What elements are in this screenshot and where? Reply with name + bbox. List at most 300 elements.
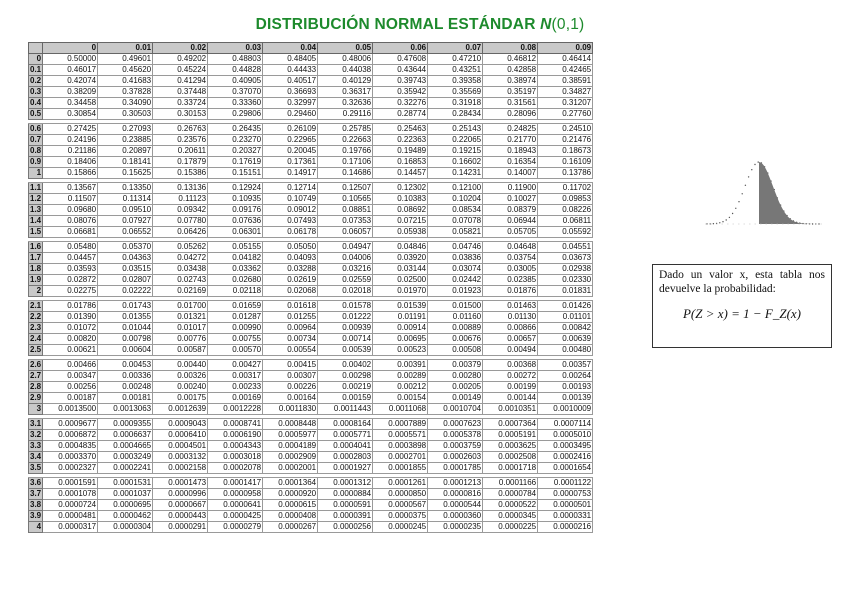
table-cell: 0.0001364 (263, 478, 318, 489)
table-row (29, 360, 593, 371)
table-cell: 0.07078 (428, 216, 483, 227)
table-cell: 0.36693 (263, 87, 318, 98)
table-cell: 0.04006 (318, 253, 373, 264)
table-cell: 0.28774 (373, 109, 428, 120)
table-cell: 0.32276 (373, 98, 428, 109)
title-arg: (0,1) (551, 16, 585, 33)
table-cell: 0.01072 (43, 323, 98, 334)
table-cell: 0.0007114 (538, 419, 593, 430)
table-row (29, 511, 593, 522)
table-cell: 0.15625 (98, 168, 153, 179)
row-header: 0.2 (30, 76, 42, 85)
table-cell: 0.05050 (263, 242, 318, 253)
table-cell: 0.05705 (483, 227, 538, 238)
row-header: 2.9 (30, 393, 42, 402)
table-cell: 0.00357 (538, 360, 593, 371)
table-cell: 0.17879 (153, 157, 208, 168)
table-cell: 0.0004665 (98, 441, 153, 452)
table-cell: 0.08692 (373, 205, 428, 216)
table-cell: 0.03288 (263, 264, 318, 275)
table-cell: 0.00336 (98, 371, 153, 382)
table-cell: 0.18406 (43, 157, 98, 168)
table-cell: 0.34090 (98, 98, 153, 109)
table-cell: 0.0002603 (428, 452, 483, 463)
shaded-tail-area (759, 162, 821, 224)
table-cell: 0.0002001 (263, 463, 318, 474)
table-cell: 0.20611 (153, 146, 208, 157)
table-cell: 0.00272 (483, 371, 538, 382)
table-cell: 0.0001718 (483, 463, 538, 474)
table-row (29, 168, 593, 179)
table-cell: 0.06301 (208, 227, 263, 238)
curve-dot (738, 201, 739, 202)
table-cell: 0.00193 (538, 382, 593, 393)
table-cell: 0.0010704 (428, 404, 483, 415)
table-cell: 0.08379 (483, 205, 538, 216)
table-cell: 0.0003759 (428, 441, 483, 452)
table-row (29, 264, 593, 275)
row-header: 3 (29, 404, 43, 415)
table-cell: 0.13786 (538, 168, 593, 179)
table-cell: 0.0001037 (98, 489, 153, 500)
table-cell: 0.00639 (538, 334, 593, 345)
table-cell: 0.0004835 (43, 441, 98, 452)
table-cell: 0.0005010 (538, 430, 593, 441)
table-cell: 0.46414 (538, 54, 593, 65)
table-cell: 0.42465 (538, 65, 593, 76)
table-cell: 0.00480 (538, 345, 593, 356)
table-cell: 0.30503 (98, 109, 153, 120)
table-cell: 0.0000501 (538, 500, 593, 511)
table-cell: 0.14007 (483, 168, 538, 179)
table-cell: 0.03754 (483, 253, 538, 264)
table-cell: 0.12924 (208, 183, 263, 194)
curve-dot (751, 169, 752, 170)
table-cell: 0.00280 (428, 371, 483, 382)
row-header: 3.4 (30, 452, 42, 461)
table-row (29, 76, 593, 87)
table-cell: 0.36317 (318, 87, 373, 98)
table-cell: 0.00587 (153, 345, 208, 356)
table-cell: 0.0003495 (538, 441, 593, 452)
table-row (29, 430, 593, 441)
table-cell: 0.47608 (373, 54, 428, 65)
column-header: 0.01 (98, 43, 153, 54)
table-cell: 0.0000267 (263, 522, 318, 533)
table-cell: 0.0001855 (373, 463, 428, 474)
table-cell: 0.34458 (43, 98, 98, 109)
table-cell: 0.01743 (98, 301, 153, 312)
table-cell: 0.06944 (483, 216, 538, 227)
table-cell: 0.38209 (43, 87, 98, 98)
table-cell: 0.0001417 (208, 478, 263, 489)
row-header: 2.1 (30, 301, 42, 310)
table-cell: 0.09176 (208, 205, 263, 216)
z-table-body (29, 54, 593, 533)
table-cell: 0.0000425 (208, 511, 263, 522)
table-cell: 0.00219 (318, 382, 373, 393)
title-text: DISTRIBUCIÓN NORMAL ESTÁNDAR (255, 16, 541, 33)
table-cell: 0.29116 (318, 109, 373, 120)
table-cell: 0.00205 (428, 382, 483, 393)
table-cell: 0.0000256 (318, 522, 373, 533)
table-row (29, 301, 593, 312)
table-cell: 0.01321 (153, 312, 208, 323)
table-cell: 0.12100 (428, 183, 483, 194)
table-cell: 0.00427 (208, 360, 263, 371)
table-row (29, 205, 593, 216)
table-cell: 0.0002909 (263, 452, 318, 463)
table-cell: 0.48803 (208, 54, 263, 65)
table-cell: 0.00240 (153, 382, 208, 393)
table-cell: 0.29460 (263, 109, 318, 120)
table-cell: 0.00379 (428, 360, 483, 371)
table-cell: 0.0001785 (428, 463, 483, 474)
table-cell: 0.00415 (263, 360, 318, 371)
table-cell: 0.00298 (318, 371, 373, 382)
table-cell: 0.00734 (263, 334, 318, 345)
table-row (29, 441, 593, 452)
table-cell: 0.03362 (208, 264, 263, 275)
table-cell: 0.22663 (318, 135, 373, 146)
table-cell: 0.07780 (153, 216, 208, 227)
table-row (29, 227, 593, 238)
table-cell: 0.0000784 (483, 489, 538, 500)
table-cell: 0.0006410 (153, 430, 208, 441)
table-cell: 0.0001261 (373, 478, 428, 489)
table-cell: 0.0000641 (208, 500, 263, 511)
table-cell: 0.0000360 (428, 511, 483, 522)
table-cell: 0.0002701 (373, 452, 428, 463)
table-cell: 0.00233 (208, 382, 263, 393)
table-row (29, 393, 593, 404)
table-cell: 0.0013500 (43, 404, 98, 415)
table-cell: 0.23270 (208, 135, 263, 146)
table-cell: 0.01786 (43, 301, 98, 312)
table-cell: 0.26763 (153, 124, 208, 135)
table-cell: 0.00714 (318, 334, 373, 345)
table-cell: 0.01970 (373, 286, 428, 297)
table-cell: 0.01700 (153, 301, 208, 312)
table-cell: 0.10565 (318, 194, 373, 205)
row-header: 1.8 (30, 264, 42, 273)
table-cell: 0.00248 (98, 382, 153, 393)
row-header: 0.3 (30, 87, 42, 96)
table-cell: 0.0000958 (208, 489, 263, 500)
table-cell: 0.00144 (483, 393, 538, 404)
table-cell: 0.0002508 (483, 452, 538, 463)
table-cell: 0.02500 (373, 275, 428, 286)
table-cell: 0.0007623 (428, 419, 483, 430)
table-row (29, 146, 593, 157)
row-header: 3.2 (30, 430, 42, 439)
table-cell: 0.00939 (318, 323, 373, 334)
table-cell: 0.13350 (98, 183, 153, 194)
row-header: 3.6 (30, 478, 42, 487)
table-cell: 0.04648 (483, 242, 538, 253)
table-cell: 0.00164 (263, 393, 318, 404)
row-header: 1.9 (30, 275, 42, 284)
table-cell: 0.23885 (98, 135, 153, 146)
table-row (29, 286, 593, 297)
table-cell: 0.0006637 (98, 430, 153, 441)
curve-dot (758, 161, 759, 162)
table-cell: 0.0000462 (98, 511, 153, 522)
table-cell: 0.08226 (538, 205, 593, 216)
table-cell: 0.12507 (318, 183, 373, 194)
table-cell: 0.22965 (263, 135, 318, 146)
row-header: 2.6 (30, 360, 42, 369)
table-cell: 0.01659 (208, 301, 263, 312)
table-cell: 0.00391 (373, 360, 428, 371)
table-cell: 0.09680 (43, 205, 98, 216)
table-cell: 0.31918 (428, 98, 483, 109)
table-cell: 0.31561 (483, 98, 538, 109)
table-cell: 0.0000317 (43, 522, 98, 533)
table-cell: 0.47210 (428, 54, 483, 65)
table-cell: 0.18141 (98, 157, 153, 168)
table-cell: 0.0005378 (428, 430, 483, 441)
table-cell: 0.02559 (318, 275, 373, 286)
table-cell: 0.0004041 (318, 441, 373, 452)
table-cell: 0.44038 (318, 65, 373, 76)
table-row (29, 500, 593, 511)
table-cell: 0.00842 (538, 323, 593, 334)
table-cell: 0.0012639 (153, 404, 208, 415)
table-cell: 0.0000567 (373, 500, 428, 511)
table-cell: 0.0000235 (428, 522, 483, 533)
table-cell: 0.17361 (263, 157, 318, 168)
table-cell: 0.0001122 (538, 478, 593, 489)
table-cell: 0.11314 (98, 194, 153, 205)
table-cell: 0.44433 (263, 65, 318, 76)
table-cell: 0.0002241 (98, 463, 153, 474)
table-cell: 0.03216 (318, 264, 373, 275)
table-cell: 0.37448 (153, 87, 208, 98)
row-header: 1.4 (30, 216, 42, 225)
table-cell: 0.19766 (318, 146, 373, 157)
table-cell: 0.08076 (43, 216, 98, 227)
table-cell: 0.00964 (263, 323, 318, 334)
table-cell: 0.02938 (538, 264, 593, 275)
table-cell: 0.06057 (318, 227, 373, 238)
table-cell: 0.0009355 (98, 419, 153, 430)
table-cell: 0.06426 (153, 227, 208, 238)
table-cell: 0.0003370 (43, 452, 98, 463)
table-cell: 0.0000753 (538, 489, 593, 500)
table-cell: 0.05480 (43, 242, 98, 253)
table-cell: 0.05592 (538, 227, 593, 238)
table-cell: 0.00508 (428, 345, 483, 356)
table-cell: 0.0000304 (98, 522, 153, 533)
table-cell: 0.03144 (373, 264, 428, 275)
table-cell: 0.37070 (208, 87, 263, 98)
table-cell: 0.00347 (43, 371, 98, 382)
table-row (29, 312, 593, 323)
table-cell: 0.04551 (538, 242, 593, 253)
table-cell: 0.14231 (428, 168, 483, 179)
table-cell: 0.10383 (373, 194, 428, 205)
table-cell: 0.16354 (483, 157, 538, 168)
table-cell: 0.0009677 (43, 419, 98, 430)
column-header: 0.05 (318, 43, 373, 54)
table-cell: 0.01044 (98, 323, 153, 334)
table-corner (29, 43, 43, 54)
table-cell: 0.42074 (43, 76, 98, 87)
table-cell: 0.00676 (428, 334, 483, 345)
table-cell: 0.0010351 (483, 404, 538, 415)
table-cell: 0.0000996 (153, 489, 208, 500)
z-table (28, 42, 593, 533)
table-cell: 0.19215 (428, 146, 483, 157)
table-cell: 0.01017 (153, 323, 208, 334)
table-cell: 0.01500 (428, 301, 483, 312)
table-cell: 0.25143 (428, 124, 483, 135)
table-cell: 0.0005771 (318, 430, 373, 441)
table-cell: 0.0001213 (428, 478, 483, 489)
table-cell: 0.48006 (318, 54, 373, 65)
row-header: 1.5 (30, 227, 42, 236)
info-formula: P(Z > x) = 1 − F_Z(x) (682, 306, 801, 321)
table-cell: 0.01876 (483, 286, 538, 297)
table-cell: 0.0000481 (43, 511, 98, 522)
table-cell: 0.11507 (43, 194, 98, 205)
table-cell: 0.20045 (263, 146, 318, 157)
table-cell: 0.43644 (373, 65, 428, 76)
curve-dot (706, 223, 707, 224)
table-cell: 0.09342 (153, 205, 208, 216)
table-cell: 0.03005 (483, 264, 538, 275)
table-cell: 0.0000391 (318, 511, 373, 522)
table-cell: 0.00570 (208, 345, 263, 356)
table-cell: 0.0000522 (483, 500, 538, 511)
table-cell: 0.01923 (428, 286, 483, 297)
row-header: 0.1 (30, 65, 42, 74)
table-cell: 0.01130 (483, 312, 538, 323)
table-cell: 0.07215 (373, 216, 428, 227)
table-row (29, 65, 593, 76)
row-header: 1.3 (30, 205, 42, 214)
table-cell: 0.09012 (263, 205, 318, 216)
table-cell: 0.07493 (263, 216, 318, 227)
table-cell: 0.0003625 (483, 441, 538, 452)
table-cell: 0.0000443 (153, 511, 208, 522)
table-cell: 0.00657 (483, 334, 538, 345)
table-cell: 0.11702 (538, 183, 593, 194)
table-cell: 0.01463 (483, 301, 538, 312)
table-cell: 0.33724 (153, 98, 208, 109)
table-cell: 0.0012228 (208, 404, 263, 415)
table-cell: 0.0001531 (98, 478, 153, 489)
table-cell: 0.46017 (43, 65, 98, 76)
table-cell: 0.40129 (318, 76, 373, 87)
table-cell: 0.18943 (483, 146, 538, 157)
table-cell: 0.39358 (428, 76, 483, 87)
table-cell: 0.00317 (208, 371, 263, 382)
table-cell: 0.00494 (483, 345, 538, 356)
table-cell: 0.0003898 (373, 441, 428, 452)
table-cell: 0.07927 (98, 216, 153, 227)
curve-dot (812, 223, 813, 224)
table-cell: 0.0010009 (538, 404, 593, 415)
table-row (29, 242, 593, 253)
table-row (29, 109, 593, 120)
curve-dot (748, 176, 749, 177)
table-cell: 0.0008741 (208, 419, 263, 430)
table-cell: 0.29806 (208, 109, 263, 120)
table-cell: 0.01287 (208, 312, 263, 323)
table-cell: 0.02807 (98, 275, 153, 286)
table-cell: 0.0008164 (318, 419, 373, 430)
table-cell: 0.00326 (153, 371, 208, 382)
table-cell: 0.00256 (43, 382, 98, 393)
table-cell: 0.0001312 (318, 478, 373, 489)
table-cell: 0.28434 (428, 109, 483, 120)
table-cell: 0.34827 (538, 87, 593, 98)
table-cell: 0.07353 (318, 216, 373, 227)
table-cell: 0.08851 (318, 205, 373, 216)
table-cell: 0.40517 (263, 76, 318, 87)
table-cell: 0.17619 (208, 157, 263, 168)
table-cell: 0.04746 (428, 242, 483, 253)
table-row (29, 124, 593, 135)
row-header: 3.9 (30, 511, 42, 520)
table-cell: 0.32636 (318, 98, 373, 109)
row-header: 3.5 (30, 463, 42, 472)
table-cell: 0.11900 (483, 183, 538, 194)
table-cell: 0.00604 (98, 345, 153, 356)
table-cell: 0.27093 (98, 124, 153, 135)
table-cell: 0.0003249 (98, 452, 153, 463)
table-cell: 0.0000591 (318, 500, 373, 511)
table-cell: 0.39743 (373, 76, 428, 87)
row-header: 0.6 (30, 124, 42, 133)
table-cell: 0.09853 (538, 194, 593, 205)
table-cell: 0.06178 (263, 227, 318, 238)
table-cell: 0.07636 (208, 216, 263, 227)
table-row (29, 382, 593, 393)
table-cell: 0.00453 (98, 360, 153, 371)
column-header: 0.08 (483, 43, 538, 54)
table-cell: 0.0000225 (483, 522, 538, 533)
table-cell: 0.12714 (263, 183, 318, 194)
table-cell: 0.00695 (373, 334, 428, 345)
table-cell: 0.00154 (373, 393, 428, 404)
table-cell: 0.0002078 (208, 463, 263, 474)
page-title (230, 16, 610, 34)
table-row (29, 183, 593, 194)
normal-curve-icon (705, 150, 823, 232)
table-cell: 0.00199 (483, 382, 538, 393)
table-cell: 0.0000615 (263, 500, 318, 511)
table-cell: 0.15866 (43, 168, 98, 179)
table-cell: 0.05370 (98, 242, 153, 253)
column-header: 0.09 (538, 43, 593, 54)
table-cell: 0.02385 (483, 275, 538, 286)
row-header: 1 (29, 168, 43, 179)
table-cell: 0.06681 (43, 227, 98, 238)
table-cell: 0.0000331 (538, 511, 593, 522)
table-cell: 0.40905 (208, 76, 263, 87)
table-cell: 0.00466 (43, 360, 98, 371)
row-header: 2.7 (30, 371, 42, 380)
table-cell: 0.0004189 (263, 441, 318, 452)
table-cell: 0.0000544 (428, 500, 483, 511)
table-cell: 0.0003018 (208, 452, 263, 463)
table-cell: 0.01539 (373, 301, 428, 312)
table-row (29, 98, 593, 109)
table-cell: 0.0011830 (263, 404, 318, 415)
